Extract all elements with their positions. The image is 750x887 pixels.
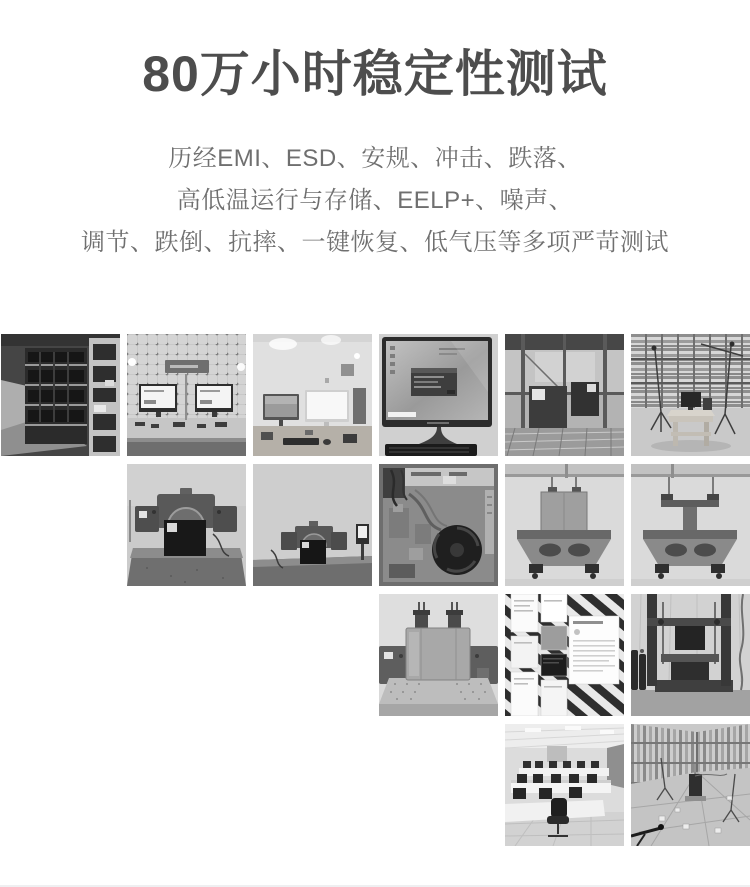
photo-reliability-lab-office bbox=[505, 724, 624, 846]
photo-pc-internal-fan bbox=[379, 464, 498, 586]
page-subtitle bbox=[0, 138, 750, 264]
photo-aging-test-rack-room bbox=[1, 334, 120, 456]
photo-semi-anechoic-chamber-floor bbox=[631, 724, 750, 846]
photo-test-report-collage bbox=[505, 594, 624, 716]
subtitle-line-3: 调节、跌倒、抗摔、一键恢复、低气压等多项严苛测试 bbox=[81, 229, 669, 256]
photo-clamp-test-fixture bbox=[379, 594, 498, 716]
subtitle-line-2: 高低温运行与存储、EELP+、噪声、 bbox=[176, 187, 574, 214]
photo-vibration-table-t-fixture bbox=[631, 464, 750, 586]
page-title: 80万小时稳定性测试 bbox=[142, 46, 608, 102]
photo-impact-tester-closeup bbox=[127, 464, 246, 586]
photo-environmental-chamber-equipment bbox=[505, 334, 624, 456]
photo-test-bench-dual-monitors bbox=[253, 334, 372, 456]
photo-noise-test-chamber bbox=[631, 334, 750, 456]
subtitle-line-1: 历经EMI、ESD、安规、冲击、跌落、 bbox=[168, 145, 582, 172]
photo-all-in-one-pc-test bbox=[379, 334, 498, 456]
photo-impact-tester-wide bbox=[253, 464, 372, 586]
test-photo-gallery bbox=[1, 334, 750, 846]
photo-drop-tension-test-machine bbox=[631, 594, 750, 716]
photo-emi-anechoic-chamber bbox=[127, 334, 246, 456]
photo-vibration-table-vertical-fixture bbox=[505, 464, 624, 586]
